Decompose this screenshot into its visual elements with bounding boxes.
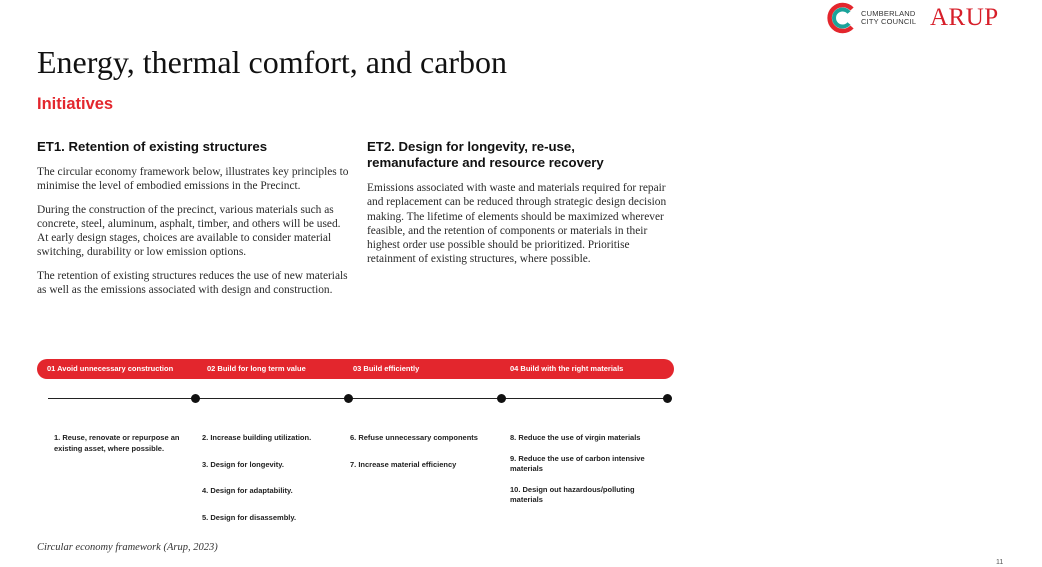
framework-step: 10. Design out hazardous/polluting materials [510,484,635,504]
framework-step: 6. Refuse unnecessary components [350,433,478,442]
et2-paragraph: Emissions associated with waste and materials required for repair and replacement can be reduced through strategic design decision making. The lifetime of elements should be maximized wherever feasible, and the retention of components or materials in their highest order use possible should be prioritized. Prioritise retainment of existing structures, where possible. [367,182,667,266]
council-name-line2: CITY COUNCIL [861,17,917,26]
timeline-dot [497,394,506,403]
framework-step: 7. Increase material efficiency [350,459,457,469]
et1-paragraph: The circular economy framework below, illustrates key principles to minimise the level of embodied emissions in the Precinct. [37,166,349,193]
arup-logo: ARUP [930,4,999,31]
et1-heading: ET1. Retention of existing structures [37,139,268,154]
framework-phase-bar [37,359,674,379]
framework-step: 3. Design for longevity. [202,459,284,469]
framework-step: 4. Design for adaptability. [202,486,293,495]
page-title: Energy, thermal comfort, and carbon [37,44,508,80]
phase-label: 02 Build for long term value [207,364,306,373]
et1-paragraph: During the construction of the precinct, various materials such as concrete, steel, aluminum, asphalt, timber, and others will be used. At early design stages, choices are available to consider material switching, durability or low emission options. [37,203,341,259]
council-name [861,10,916,26]
framework-step: 5. Design for disassembly. [202,512,297,522]
step-group-right-materials [510,433,660,522]
timeline-line [48,398,668,399]
framework-step: 8. Reduce the use of virgin materials [510,433,641,442]
phase-label: 04 Build with the right materials [510,364,624,373]
cumberland-council-logo-icon [826,2,858,34]
page-number: 11 [996,559,1004,566]
phase-label: 01 Avoid unnecessary construction [47,364,174,373]
timeline-dot [191,394,200,403]
et1-column [37,139,349,306]
et1-paragraph: The retention of existing structures reduces the use of new materials as well as the emissions associated with design and construction. [37,269,348,297]
council-name-line1: CUMBERLAND [861,9,916,18]
step-group-efficiently [350,433,500,486]
timeline-dot [663,394,672,403]
framework-step: 1. Reuse, renovate or repurpose an existing asset, where possible. [54,433,180,453]
framework-step: 9. Reduce the use of carbon intensive materials [510,453,645,473]
figure-caption: Circular economy framework (Arup, 2023) [37,542,218,553]
et2-heading: ET2. Design for longevity, re-use, remanufacture and resource recovery [367,139,604,170]
section-label: Initiatives [37,95,114,113]
framework-step: 2. Increase building utilization. [202,433,312,442]
phase-label: 03 Build efficiently [353,364,420,373]
et2-column [367,139,667,276]
step-group-avoid [54,433,190,470]
timeline-dot [344,394,353,403]
step-group-long-term-value [202,433,342,539]
